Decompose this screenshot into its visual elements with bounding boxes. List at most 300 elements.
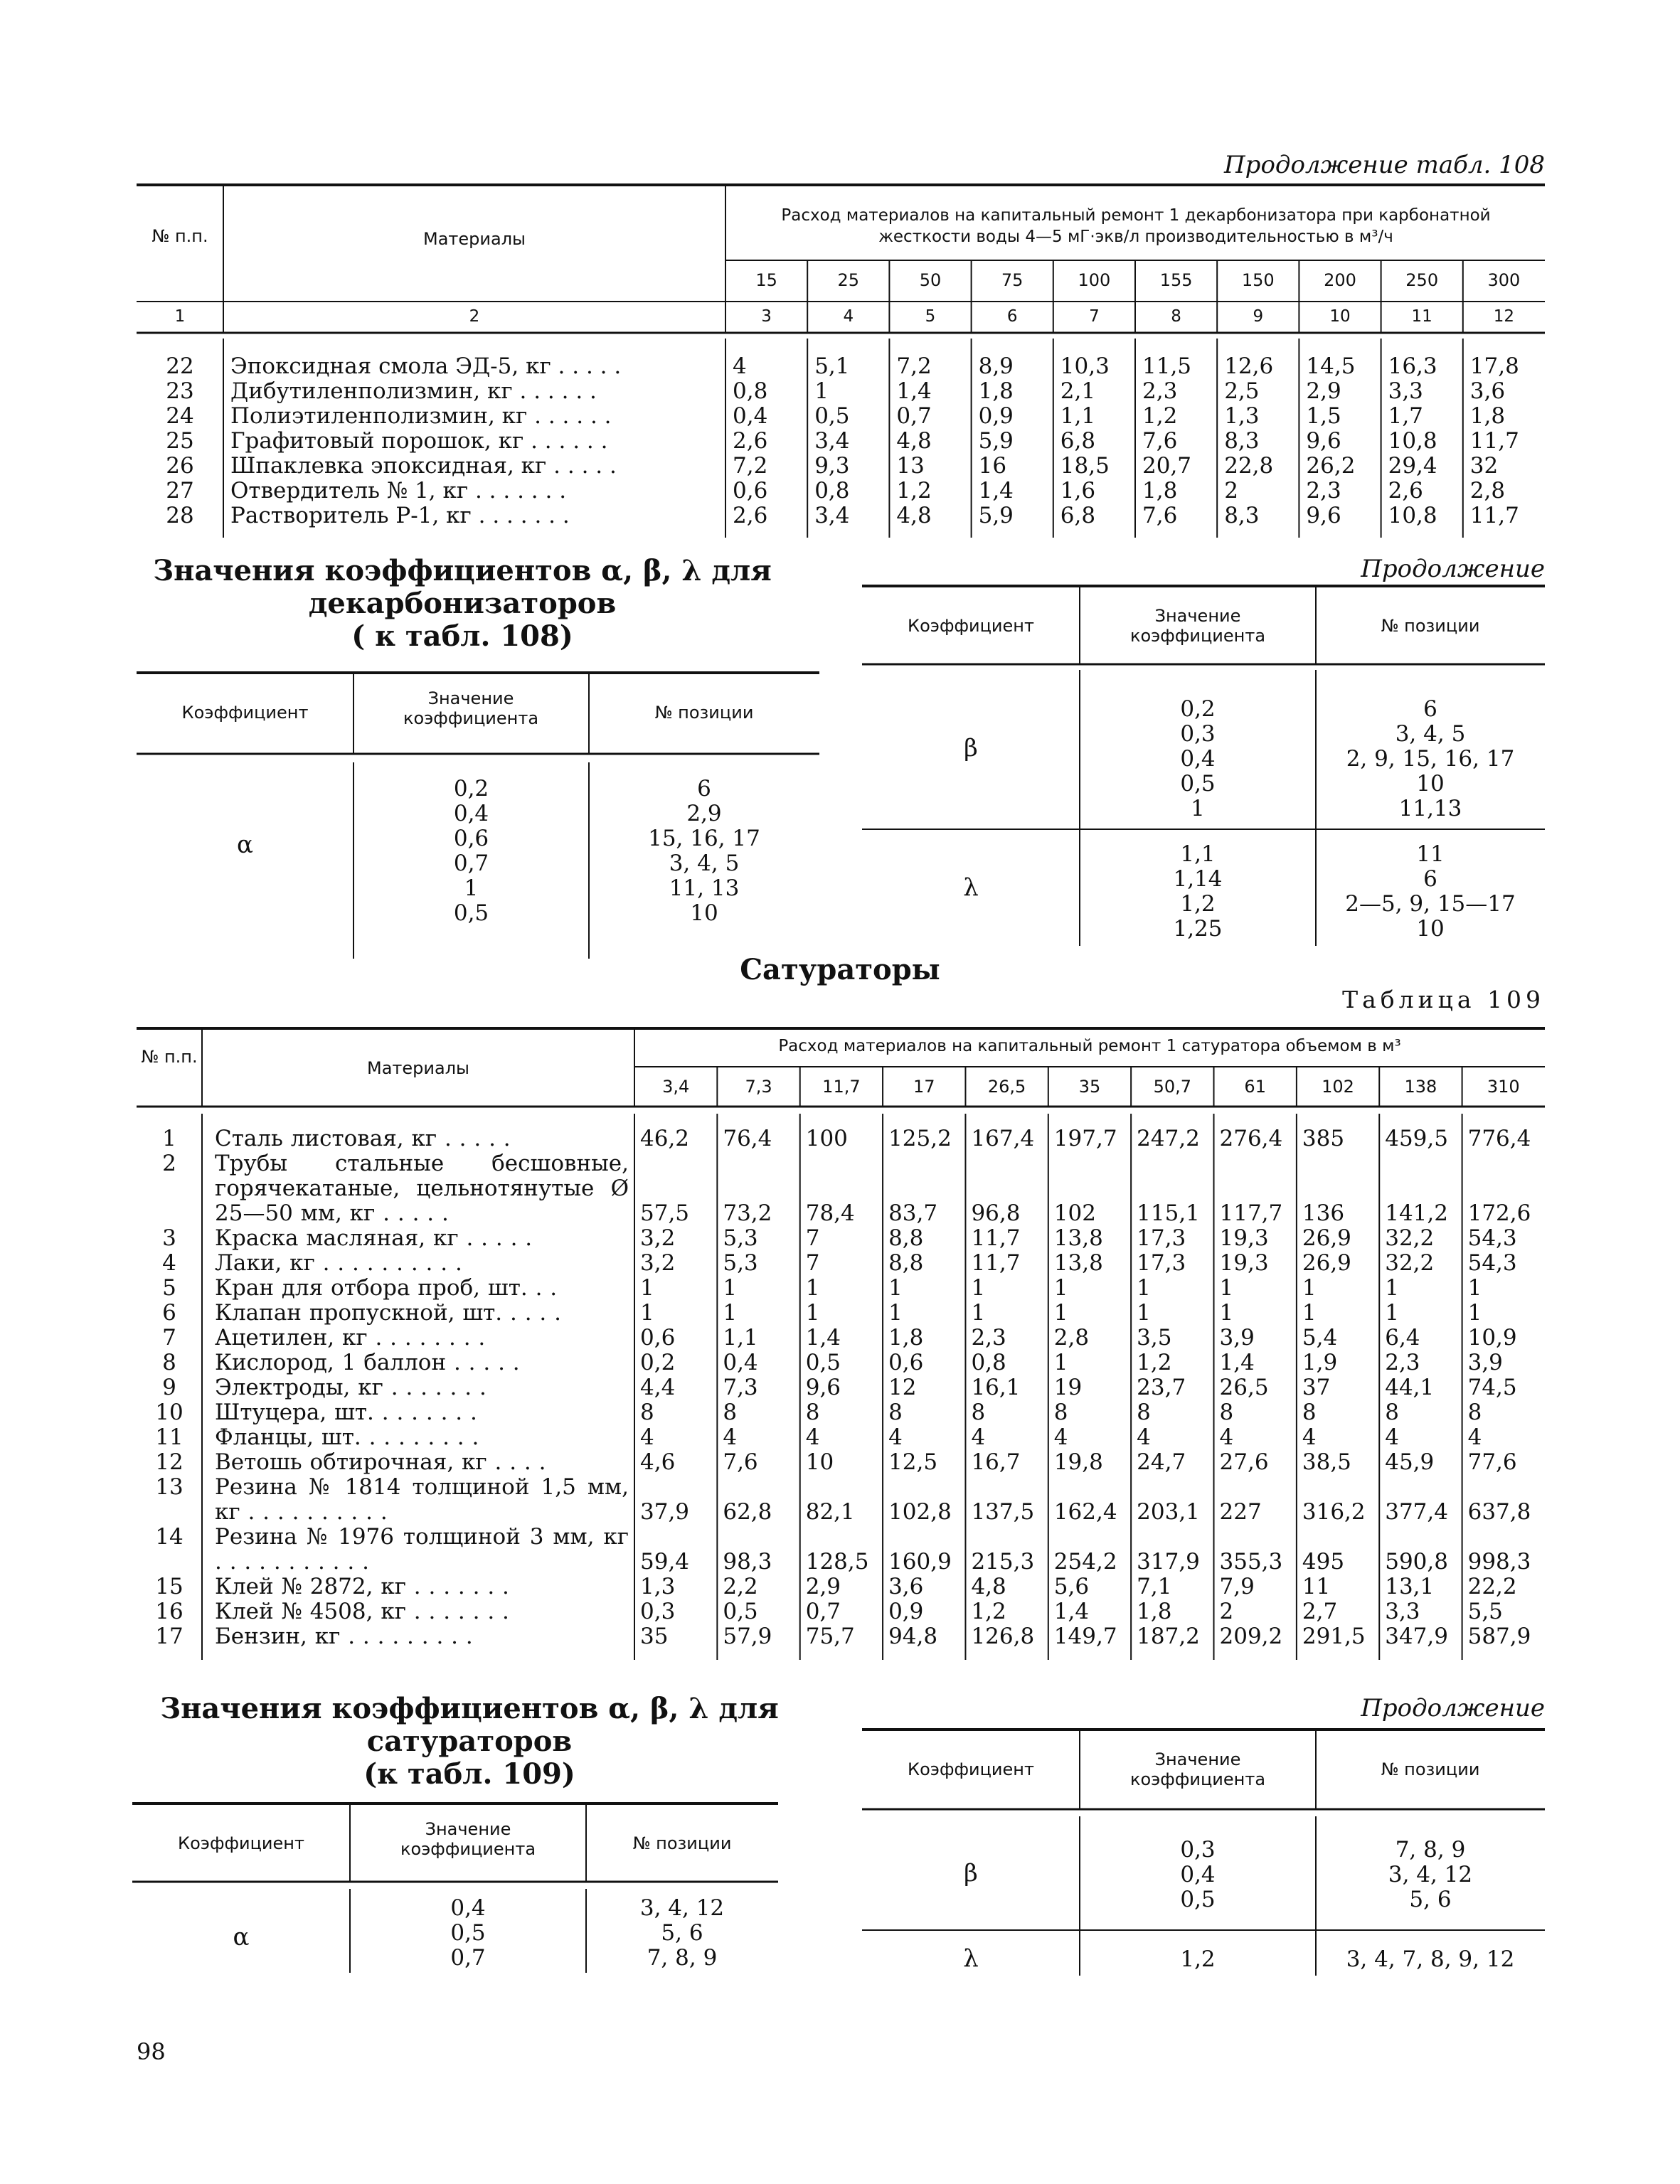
t108-cell: 2,6 bbox=[733, 428, 768, 454]
t108-cell: 2,8 bbox=[1469, 478, 1506, 504]
t108-cell: 1,8 bbox=[978, 378, 1014, 404]
t108-cell: 1,3 bbox=[1224, 403, 1260, 429]
t108-row-number: 27 bbox=[166, 478, 194, 504]
t109-cell: 172,6 bbox=[1467, 1201, 1531, 1226]
t109-cell: 24,7 bbox=[1137, 1450, 1186, 1475]
t108-cell: 0,5 bbox=[814, 403, 850, 429]
coef109-continuation-label: Продолжение bbox=[1361, 1694, 1545, 1722]
t109-cell: 1 bbox=[1053, 1276, 1068, 1301]
t109-cell: 1 bbox=[640, 1276, 654, 1301]
t109-cell: 4 bbox=[723, 1425, 738, 1450]
t109-cell: 5,3 bbox=[723, 1226, 758, 1251]
t109-cell: 0,5 bbox=[805, 1351, 841, 1375]
t109-cell: 4 bbox=[1467, 1425, 1482, 1450]
t109-cell: 13,8 bbox=[1053, 1251, 1103, 1276]
coef108-lambda-symbol: λ bbox=[963, 873, 979, 902]
t109-volume-headers bbox=[634, 1067, 1545, 1107]
section-title: Сатураторы bbox=[740, 953, 940, 986]
t108-row-number: 24 bbox=[166, 403, 194, 429]
t109-cell: 13,1 bbox=[1385, 1575, 1435, 1599]
t109-cell: 4 bbox=[805, 1425, 820, 1450]
t109-cell: 2,9 bbox=[805, 1575, 841, 1599]
t108-cell: 3,4 bbox=[814, 503, 850, 528]
t109-cell: 98,3 bbox=[723, 1550, 772, 1575]
t109-cell: 26,5 bbox=[1219, 1375, 1269, 1400]
t109-cell: 17,3 bbox=[1137, 1226, 1186, 1251]
coef109-beta-symbol: β bbox=[964, 1859, 978, 1887]
t109-cell: 4 bbox=[640, 1425, 654, 1450]
t109-cell: 1 bbox=[1137, 1276, 1151, 1301]
t109-row-number: 13 bbox=[155, 1474, 184, 1500]
t108-capacity-header: 15 bbox=[755, 270, 777, 290]
t109-row-number: 8 bbox=[162, 1350, 176, 1375]
t109-cell: 1 bbox=[640, 1301, 654, 1326]
t109-cell: 209,2 bbox=[1219, 1624, 1283, 1649]
t109-col-materials-header: Материалы bbox=[367, 1058, 469, 1078]
t109-row-material: Сталь листовая, кг . . . . . bbox=[215, 1126, 511, 1151]
t108-cell: 9,3 bbox=[814, 453, 850, 479]
t109-cell: 1 bbox=[888, 1276, 903, 1301]
t109-cell: 0,6 bbox=[640, 1326, 676, 1351]
t108-cell: 12,6 bbox=[1224, 353, 1274, 379]
t108-row-number: 22 bbox=[166, 353, 194, 379]
t108-capacity-header: 250 bbox=[1405, 270, 1439, 290]
t109-cell: 115,1 bbox=[1137, 1201, 1200, 1226]
t109-cell: 0,2 bbox=[640, 1351, 676, 1375]
t109-cell: 167,4 bbox=[971, 1126, 1035, 1151]
t108-row-material: Шпаклевка эпоксидная, кг . . . . . bbox=[230, 454, 617, 479]
t109-cell: 11,7 bbox=[971, 1226, 1021, 1251]
t109-row-number: 12 bbox=[155, 1449, 184, 1475]
t109-volume-header: 35 bbox=[1078, 1077, 1101, 1097]
t109-cell: 8 bbox=[971, 1400, 986, 1425]
t109-cell: 8 bbox=[1137, 1400, 1151, 1425]
t108-cell: 2,3 bbox=[1142, 378, 1178, 404]
t109-cell: 6,4 bbox=[1385, 1326, 1420, 1351]
t109-cell: 4 bbox=[1053, 1425, 1068, 1450]
t108-cell: 6,8 bbox=[1060, 503, 1096, 528]
t109-row-material: Резина № 1814 толщиной 1,5 мм, кг . . . . . . . . . . bbox=[215, 1475, 629, 1525]
t109-cell: 2 bbox=[1219, 1599, 1234, 1624]
t109-cell: 54,3 bbox=[1467, 1251, 1517, 1276]
t109-cell: 1,4 bbox=[1053, 1599, 1090, 1624]
t109-cell: 8,8 bbox=[888, 1226, 924, 1251]
t109-cell: 8 bbox=[1053, 1400, 1068, 1425]
t108-cell: 14,5 bbox=[1306, 353, 1356, 379]
t108-cell: 1,5 bbox=[1306, 403, 1341, 429]
t109-cell: 8 bbox=[1302, 1400, 1317, 1425]
t108-cell: 9,6 bbox=[1306, 428, 1341, 454]
t109-cell: 10,9 bbox=[1467, 1326, 1517, 1351]
t108-cell: 22,8 bbox=[1224, 453, 1274, 479]
t108-column-number: 9 bbox=[1253, 307, 1264, 326]
t109-cell: 4 bbox=[971, 1425, 986, 1450]
t108-cell: 17,8 bbox=[1469, 353, 1519, 379]
coef109-title bbox=[135, 1693, 804, 1791]
t109-col-no-header: № п.п. bbox=[141, 1047, 198, 1067]
t109-cell: 7,1 bbox=[1137, 1575, 1172, 1599]
t109-cell: 1,3 bbox=[640, 1575, 676, 1599]
t109-cell: 215,3 bbox=[971, 1550, 1035, 1575]
t108-group-header: Расход материалов на капитальный ремонт 1 декарбонизатора при карбонатной жесткости воды 4—5 мГ·экв/л производительностью в м³/ч bbox=[781, 206, 1491, 246]
t109-volume-header: 102 bbox=[1322, 1077, 1354, 1097]
t108-column-number: 3 bbox=[761, 307, 772, 326]
t109-cell: 3,2 bbox=[640, 1251, 676, 1276]
t108-cell: 4,8 bbox=[896, 428, 932, 454]
t109-cell: 27,6 bbox=[1219, 1450, 1269, 1475]
t109-cell: 7,6 bbox=[723, 1450, 758, 1475]
t109-cell: 19,3 bbox=[1219, 1226, 1269, 1251]
t109-cell: 1 bbox=[971, 1301, 986, 1326]
table108-continuation-label: Продолжение табл. 108 bbox=[1224, 151, 1545, 179]
t108-cell: 7,2 bbox=[896, 353, 932, 379]
coef109-bl-col-value: Значение коэффициента bbox=[1129, 1749, 1266, 1789]
t109-cell: 141,2 bbox=[1385, 1201, 1448, 1226]
t108-capacity-headers bbox=[725, 260, 1545, 302]
t108-col-no-header: № п.п. bbox=[151, 226, 208, 246]
t109-group-header: Расход материалов на капитальный ремонт 1 сатуратора объемом в м³ bbox=[778, 1037, 1401, 1055]
t108-cell: 16,3 bbox=[1388, 353, 1437, 379]
t109-row-number: 16 bbox=[155, 1599, 184, 1624]
t108-cell: 8,3 bbox=[1224, 428, 1260, 454]
t109-volume-header: 17 bbox=[913, 1077, 935, 1097]
t108-column-number: 8 bbox=[1171, 307, 1181, 326]
t108-cell: 32 bbox=[1469, 453, 1499, 479]
t108-cell: 4 bbox=[733, 353, 747, 379]
t109-cell: 26,9 bbox=[1302, 1251, 1351, 1276]
t108-cell: 2,3 bbox=[1306, 478, 1341, 504]
t109-cell: 1 bbox=[1467, 1276, 1482, 1301]
coef109-bl-col-positions: № позиции bbox=[1381, 1759, 1480, 1779]
coef108-alpha-symbol: α bbox=[237, 831, 253, 859]
t108-capacity-header: 300 bbox=[1487, 270, 1521, 290]
t109-cell: 2,8 bbox=[1053, 1326, 1090, 1351]
t108-cell: 0,4 bbox=[733, 403, 768, 429]
t109-cell: 9,6 bbox=[805, 1375, 841, 1400]
t109-cell: 637,8 bbox=[1467, 1500, 1531, 1525]
t108-column-number: 10 bbox=[1329, 307, 1351, 326]
t108-cell: 7,2 bbox=[733, 453, 768, 479]
t109-cell: 1,2 bbox=[1137, 1351, 1172, 1375]
t109-cell: 73,2 bbox=[723, 1201, 772, 1226]
t109-row-number: 10 bbox=[155, 1400, 184, 1425]
t108-capacity-header: 75 bbox=[1001, 270, 1024, 290]
t109-cell: 1 bbox=[805, 1276, 820, 1301]
t109-cell: 37 bbox=[1302, 1375, 1331, 1400]
coef108-title bbox=[135, 555, 790, 653]
t109-volume-header: 7,3 bbox=[745, 1077, 772, 1097]
t108-capacity-header: 100 bbox=[1078, 270, 1111, 290]
t109-cell: 1 bbox=[1467, 1301, 1482, 1326]
t109-row-material: Кислород, 1 баллон . . . . . bbox=[215, 1351, 520, 1375]
t109-cell: 1,9 bbox=[1302, 1351, 1338, 1375]
coef109-alpha-col-value: Значение коэффициента bbox=[400, 1819, 536, 1859]
t109-cell: 32,2 bbox=[1385, 1226, 1435, 1251]
t109-row-number: 4 bbox=[162, 1250, 176, 1276]
t108-capacity-header: 155 bbox=[1159, 270, 1193, 290]
t109-cell: 1 bbox=[1219, 1301, 1234, 1326]
t109-row-material: Клапан пропускной, шт. . . . . bbox=[215, 1301, 561, 1326]
t109-cell: 4,4 bbox=[640, 1375, 676, 1400]
t108-column-number: 11 bbox=[1411, 307, 1432, 326]
t108-cell: 11,7 bbox=[1469, 503, 1519, 528]
t108-cell: 1,6 bbox=[1060, 478, 1096, 504]
t109-row-number: 9 bbox=[162, 1375, 176, 1400]
t109-cell: 7 bbox=[805, 1226, 820, 1251]
t109-row-material: Лаки, кг . . . . . . . . . . bbox=[215, 1251, 462, 1276]
t109-cell: 1,4 bbox=[1219, 1351, 1255, 1375]
t109-row-material: Резина № 1976 толщиной 3 мм, кг . . . . . . . . . . . bbox=[215, 1525, 629, 1575]
t109-cell: 0,5 bbox=[723, 1599, 758, 1624]
t108-cell: 18,5 bbox=[1060, 453, 1110, 479]
t109-cell: 102,8 bbox=[888, 1500, 952, 1525]
t108-row-number: 28 bbox=[166, 503, 194, 528]
t109-cell: 8 bbox=[1385, 1400, 1399, 1425]
table109-label: Таблица 109 bbox=[1342, 986, 1545, 1013]
t108-cell: 7,6 bbox=[1142, 503, 1178, 528]
t109-cell: 4 bbox=[1137, 1425, 1151, 1450]
t108-column-number: 1 bbox=[174, 307, 186, 326]
t109-cell: 8 bbox=[1219, 1400, 1234, 1425]
t108-cell: 2 bbox=[1224, 478, 1238, 504]
coef108-lambda-positions: 11 6 2—5, 9, 15—17 10 bbox=[1345, 841, 1516, 942]
t109-cell: 347,9 bbox=[1385, 1624, 1448, 1649]
t109-row-number: 2 bbox=[162, 1151, 176, 1176]
t109-cell: 1,2 bbox=[971, 1599, 1006, 1624]
t108-column-numbers bbox=[137, 302, 1545, 333]
coef109-alpha-symbol: α bbox=[233, 1923, 250, 1951]
t109-row-number: 3 bbox=[162, 1225, 176, 1251]
t108-cell: 3,6 bbox=[1469, 378, 1506, 404]
t109-cell: 19,8 bbox=[1053, 1450, 1103, 1475]
t109-cell: 38,5 bbox=[1302, 1450, 1351, 1475]
coef109-beta-lambda-table bbox=[862, 1728, 1545, 1984]
t109-cell: 7 bbox=[805, 1251, 820, 1276]
t109-cell: 162,4 bbox=[1053, 1500, 1117, 1525]
t109-cell: 83,7 bbox=[888, 1201, 938, 1226]
t109-cell: 2,3 bbox=[971, 1326, 1006, 1351]
t109-cell: 59,4 bbox=[640, 1550, 690, 1575]
t108-cell: 1,2 bbox=[1142, 403, 1178, 429]
t109-volume-header: 138 bbox=[1404, 1077, 1437, 1097]
t109-cell: 44,1 bbox=[1385, 1375, 1435, 1400]
t109-cell: 1 bbox=[723, 1301, 738, 1326]
t108-cell: 2,9 bbox=[1306, 378, 1341, 404]
t109-cell: 4,8 bbox=[971, 1575, 1006, 1599]
t109-cell: 1,8 bbox=[1137, 1599, 1172, 1624]
coef108-title-line2: декарбонизаторов bbox=[308, 587, 617, 620]
t109-cell: 160,9 bbox=[888, 1550, 952, 1575]
t108-cell: 3,4 bbox=[814, 428, 850, 454]
t109-cell: 1 bbox=[888, 1301, 903, 1326]
t109-cell: 74,5 bbox=[1467, 1375, 1517, 1400]
t109-cell: 4 bbox=[1219, 1425, 1234, 1450]
t109-cell: 94,8 bbox=[888, 1624, 938, 1649]
t109-cell: 227 bbox=[1219, 1500, 1262, 1525]
t109-volume-header: 310 bbox=[1487, 1077, 1520, 1097]
t109-cell: 136 bbox=[1302, 1201, 1345, 1226]
t109-cell: 316,2 bbox=[1302, 1500, 1366, 1525]
t108-cell: 8,9 bbox=[978, 353, 1014, 379]
coef109-title-line2: сатураторов bbox=[366, 1725, 573, 1758]
t108-column-number: 7 bbox=[1089, 307, 1100, 326]
t109-cell: 0,7 bbox=[805, 1599, 841, 1624]
t109-cell: 3,6 bbox=[888, 1575, 924, 1599]
t108-cell: 5,9 bbox=[978, 503, 1014, 528]
t109-cell: 57,5 bbox=[640, 1201, 690, 1226]
t108-cell: 3,3 bbox=[1388, 378, 1423, 404]
t108-row-number: 23 bbox=[166, 378, 194, 404]
t109-cell: 1 bbox=[1053, 1351, 1068, 1375]
t109-cell: 16,7 bbox=[971, 1450, 1021, 1475]
t108-cell: 6,8 bbox=[1060, 428, 1096, 454]
t109-cell: 137,5 bbox=[971, 1500, 1035, 1525]
t109-cell: 117,7 bbox=[1219, 1201, 1283, 1226]
t108-column-number: 5 bbox=[925, 307, 936, 326]
t109-cell: 4 bbox=[1302, 1425, 1317, 1450]
t109-cell: 1 bbox=[1137, 1301, 1151, 1326]
coef109-lambda-positions: 3, 4, 7, 8, 9, 12 bbox=[1346, 1946, 1515, 1972]
t109-cell: 1 bbox=[1302, 1276, 1317, 1301]
t109-cell: 4,6 bbox=[640, 1450, 676, 1475]
coef109-beta-positions: 7, 8, 9 3, 4, 12 5, 6 bbox=[1388, 1837, 1473, 1912]
t108-capacity-header: 50 bbox=[919, 270, 942, 290]
t109-cell: 3,3 bbox=[1385, 1599, 1420, 1624]
t109-row-material: Электроды, кг . . . . . . . bbox=[215, 1375, 487, 1400]
t109-cell: 0,8 bbox=[971, 1351, 1006, 1375]
t109-cell: 32,2 bbox=[1385, 1251, 1435, 1276]
t109-cell: 2,2 bbox=[723, 1575, 758, 1599]
t109-cell: 197,7 bbox=[1053, 1126, 1117, 1151]
t109-cell: 12,5 bbox=[888, 1450, 938, 1475]
coef108-alpha-values: 0,2 0,4 0,6 0,7 1 0,5 bbox=[453, 776, 489, 926]
t109-row-material: Штуцера, шт. . . . . . . . bbox=[215, 1400, 477, 1425]
t109-cell: 128,5 bbox=[805, 1550, 869, 1575]
t109-cell: 102 bbox=[1053, 1201, 1096, 1226]
t108-cell: 29,4 bbox=[1388, 453, 1437, 479]
t109-cell: 776,4 bbox=[1467, 1126, 1531, 1151]
t109-row-number: 14 bbox=[155, 1524, 184, 1550]
t109-cell: 495 bbox=[1302, 1550, 1345, 1575]
t108-row-material: Полиэтиленполизмин, кг . . . . . . bbox=[230, 404, 612, 429]
t109-cell: 587,9 bbox=[1467, 1624, 1531, 1649]
t108-cell: 20,7 bbox=[1142, 453, 1192, 479]
t109-row-material: Ветошь обтирочная, кг . . . . bbox=[215, 1450, 546, 1475]
t109-cell: 1 bbox=[1385, 1276, 1399, 1301]
t109-row-number: 11 bbox=[155, 1424, 184, 1450]
t109-row-number: 1 bbox=[162, 1126, 176, 1151]
t109-volume-header: 26,5 bbox=[987, 1077, 1026, 1097]
t109-cell: 8 bbox=[723, 1400, 738, 1425]
t109-cell: 46,2 bbox=[640, 1126, 690, 1151]
coef108-lambda-values: 1,1 1,14 1,2 1,25 bbox=[1173, 841, 1223, 942]
t109-cell: 2,7 bbox=[1302, 1599, 1338, 1624]
t109-cell: 76,4 bbox=[723, 1126, 772, 1151]
t109-cell: 1,4 bbox=[805, 1326, 841, 1351]
t109-cell: 998,3 bbox=[1467, 1550, 1531, 1575]
t108-cell: 0,9 bbox=[978, 403, 1014, 429]
t109-cell: 377,4 bbox=[1385, 1500, 1448, 1525]
t109-cell: 1,1 bbox=[723, 1326, 758, 1351]
t109-cell: 0,3 bbox=[640, 1599, 676, 1624]
t109-cell: 1 bbox=[1219, 1276, 1234, 1301]
t108-cell: 10,8 bbox=[1388, 503, 1437, 528]
t109-cell: 149,7 bbox=[1053, 1624, 1117, 1649]
t108-cell: 1,7 bbox=[1388, 403, 1423, 429]
t108-cell: 10,3 bbox=[1060, 353, 1110, 379]
t109-cell: 3,2 bbox=[640, 1226, 676, 1251]
t109-cell: 590,8 bbox=[1385, 1550, 1448, 1575]
t108-cell: 2,5 bbox=[1224, 378, 1260, 404]
t109-row-number: 15 bbox=[155, 1574, 184, 1599]
coef108-continuation-label: Продолжение bbox=[1361, 555, 1545, 583]
t109-cell: 317,9 bbox=[1137, 1550, 1200, 1575]
coef109-alpha-values: 0,4 0,5 0,7 bbox=[450, 1895, 486, 1971]
t109-cell: 5,6 bbox=[1053, 1575, 1090, 1599]
t109-cell: 1,8 bbox=[888, 1326, 924, 1351]
t109-cell: 0,6 bbox=[888, 1351, 924, 1375]
t109-cell: 7,9 bbox=[1219, 1575, 1255, 1599]
coef109-title-line1: Значения коэффициентов α, β, λ для bbox=[160, 1692, 779, 1725]
t108-column-number: 6 bbox=[1006, 307, 1018, 326]
t109-cell: 0,9 bbox=[888, 1599, 924, 1624]
t108-row-material: Дибутиленполизмин, кг . . . . . . bbox=[230, 379, 597, 404]
t108-cell: 10,8 bbox=[1388, 428, 1437, 454]
t109-cell: 126,8 bbox=[971, 1624, 1035, 1649]
coef108-alpha-col-positions: № позиции bbox=[654, 703, 754, 723]
t109-cell: 8 bbox=[805, 1400, 820, 1425]
t109-cell: 291,5 bbox=[1302, 1624, 1366, 1649]
t109-cell: 11,7 bbox=[971, 1251, 1021, 1276]
t108-row-material: Графитовый порошок, кг . . . . . . bbox=[230, 429, 608, 454]
t109-cell: 247,2 bbox=[1137, 1126, 1200, 1151]
t109-volume-header: 3,4 bbox=[662, 1077, 690, 1097]
t108-cell: 16 bbox=[978, 453, 1007, 479]
t108-capacity-header: 25 bbox=[837, 270, 860, 290]
t108-cell: 0,6 bbox=[733, 478, 768, 504]
t109-row-material: Клей № 4508, кг . . . . . . . bbox=[215, 1599, 509, 1624]
t109-cell: 17,3 bbox=[1137, 1251, 1186, 1276]
t108-cell: 2,6 bbox=[1388, 478, 1423, 504]
t109-cell: 8,8 bbox=[888, 1251, 924, 1276]
t108-cell: 5,1 bbox=[814, 353, 850, 379]
t108-column-number: 12 bbox=[1493, 307, 1515, 326]
t108-row-number: 25 bbox=[166, 428, 194, 454]
t109-volume-header: 50,7 bbox=[1153, 1077, 1192, 1097]
coef108-beta-symbol: β bbox=[964, 734, 978, 762]
t109-cell: 19,3 bbox=[1219, 1251, 1269, 1276]
t108-cell: 0,7 bbox=[896, 403, 932, 429]
coef108-bl-col-positions: № позиции bbox=[1381, 616, 1480, 636]
t108-cell: 5,9 bbox=[978, 428, 1014, 454]
t109-cell: 100 bbox=[805, 1126, 848, 1151]
t109-cell: 5,4 bbox=[1302, 1326, 1338, 1351]
t109-cell: 16,1 bbox=[971, 1375, 1021, 1400]
t109-cell: 1 bbox=[723, 1276, 738, 1301]
t109-row-material: Ацетилен, кг . . . . . . . . bbox=[215, 1326, 486, 1351]
t109-cell: 276,4 bbox=[1219, 1126, 1283, 1151]
coef109-alpha-col-positions: № позиции bbox=[632, 1833, 732, 1853]
t108-cell: 1,2 bbox=[896, 478, 932, 504]
t109-cell: 1 bbox=[1053, 1301, 1068, 1326]
t109-cell: 4 bbox=[888, 1425, 903, 1450]
t108-capacity-header: 150 bbox=[1241, 270, 1275, 290]
t109-cell: 96,8 bbox=[971, 1201, 1021, 1226]
t109-cell: 75,7 bbox=[805, 1624, 855, 1649]
t109-volume-header: 11,7 bbox=[822, 1077, 861, 1097]
t109-cell: 2,3 bbox=[1385, 1351, 1420, 1375]
t108-cell: 7,6 bbox=[1142, 428, 1178, 454]
